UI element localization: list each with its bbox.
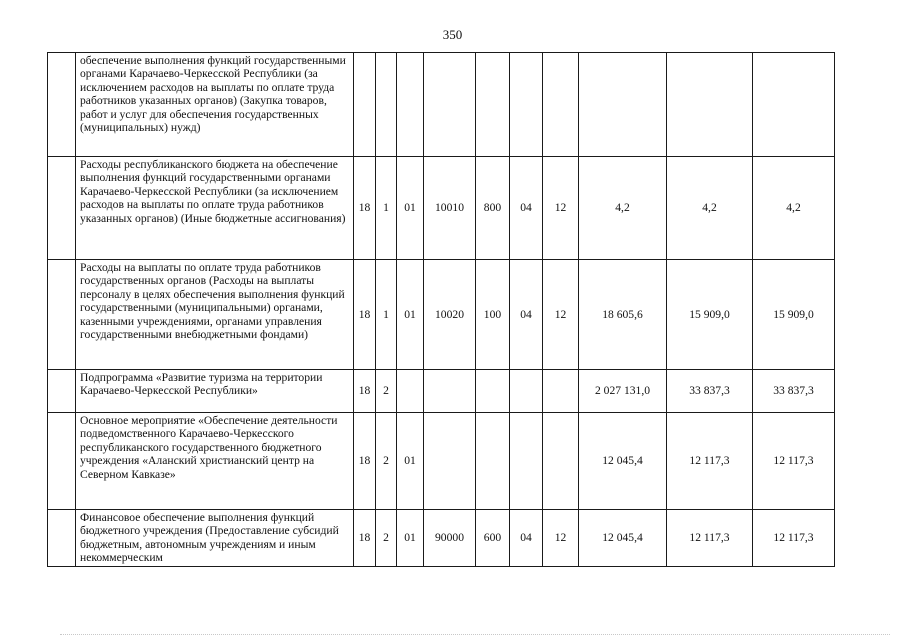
budget-table [47,52,835,567]
amount-cell: 33 837,3 [753,370,835,413]
code-cell [543,413,579,510]
amount-cell: 12 117,3 [753,413,835,510]
code-cell: 600 [476,510,510,567]
code-cell: 12 [543,510,579,567]
code-cell [510,53,543,157]
amount-cell: 2 027 131,0 [579,370,667,413]
item-name-cell: Финансовое обеспечение выполнения функций бюджетного учреждения (Предоставление субсидий бюджетным, автономным учреждениям и иным некоммерческим [76,510,354,567]
page-number: 350 [442,27,463,42]
amount-cell: 12 045,4 [579,510,667,567]
code-cell: 01 [397,510,424,567]
table-row [48,413,835,510]
code-cell: 18 [354,260,376,370]
row-index-cell [48,370,76,413]
code-cell: 800 [476,157,510,260]
code-cell: 10010 [424,157,476,260]
amount-cell: 15 909,0 [667,260,753,370]
amount-cell: 12 117,3 [667,413,753,510]
code-cell: 04 [510,157,543,260]
code-cell [476,53,510,157]
row-index-cell [48,157,76,260]
code-cell [543,370,579,413]
code-cell: 2 [376,413,397,510]
amount-cell: 4,2 [579,157,667,260]
code-cell [397,53,424,157]
code-cell [476,413,510,510]
code-cell [543,53,579,157]
item-name-cell: Расходы республиканского бюджета на обеспечение выполнения функций государственными органами Карачаево-Черкесской Республики (за исключением расходов на выплаты по оплате труда работников указанных органов) (Иные бюджетные ассигнования) [76,157,354,260]
table-row [48,157,835,260]
amount-cell: 4,2 [667,157,753,260]
item-name-cell: Подпрограмма «Развитие туризма на территории Карачаево-Черкесской Республики» [76,370,354,413]
code-cell: 100 [476,260,510,370]
code-cell: 18 [354,413,376,510]
item-name-cell: обеспечение выполнения функций государственными органами Карачаево-Черкесской Республики (за исключением расходов на выплаты по оплате труда работников указанных органов) (Закупка товаров, работ и услуг для обеспечения государственных (муниципальных) нужд) [76,53,354,157]
code-cell: 18 [354,157,376,260]
code-cell: 2 [376,370,397,413]
amount-cell: 33 837,3 [667,370,753,413]
row-index-cell [48,53,76,157]
code-cell: 10020 [424,260,476,370]
code-cell: 04 [510,260,543,370]
code-cell: 12 [543,260,579,370]
code-cell: 2 [376,510,397,567]
amount-cell [667,53,753,157]
amount-cell: 18 605,6 [579,260,667,370]
item-name-cell: Основное мероприятие «Обеспечение деятельности подведомственного Карачаево-Черкесского республиканского государственного бюджетного учреждения «Аланский христианский центр на Северном Кавказе» [76,413,354,510]
code-cell [424,413,476,510]
code-cell [510,413,543,510]
amount-cell [753,53,835,157]
code-cell: 01 [397,413,424,510]
code-cell: 1 [376,260,397,370]
table-row [48,370,835,413]
row-index-cell [48,260,76,370]
code-cell: 04 [510,510,543,567]
code-cell: 1 [376,157,397,260]
item-name-cell: Расходы на выплаты по оплате труда работников государственных органов (Расходы на выплаты персоналу в целях обеспечения выполнения функций государственными (муниципальными) органами, казенными учреждениями, органами управления государственными внебюджетными фондами) [76,260,354,370]
code-cell [424,53,476,157]
amount-cell: 12 045,4 [579,413,667,510]
amount-cell: 12 117,3 [753,510,835,567]
code-cell [424,370,476,413]
code-cell [397,370,424,413]
code-cell: 18 [354,370,376,413]
code-cell [354,53,376,157]
code-cell [476,370,510,413]
amount-cell: 4,2 [753,157,835,260]
code-cell: 12 [543,157,579,260]
row-index-cell [48,413,76,510]
code-cell: 18 [354,510,376,567]
code-cell [376,53,397,157]
code-cell: 01 [397,157,424,260]
table-row [48,53,835,157]
row-index-cell [48,510,76,567]
bottom-divider [60,634,890,635]
code-cell [510,370,543,413]
amount-cell: 15 909,0 [753,260,835,370]
table-row [48,260,835,370]
amount-cell: 12 117,3 [667,510,753,567]
amount-cell [579,53,667,157]
code-cell: 01 [397,260,424,370]
table-row [48,510,835,567]
code-cell: 90000 [424,510,476,567]
